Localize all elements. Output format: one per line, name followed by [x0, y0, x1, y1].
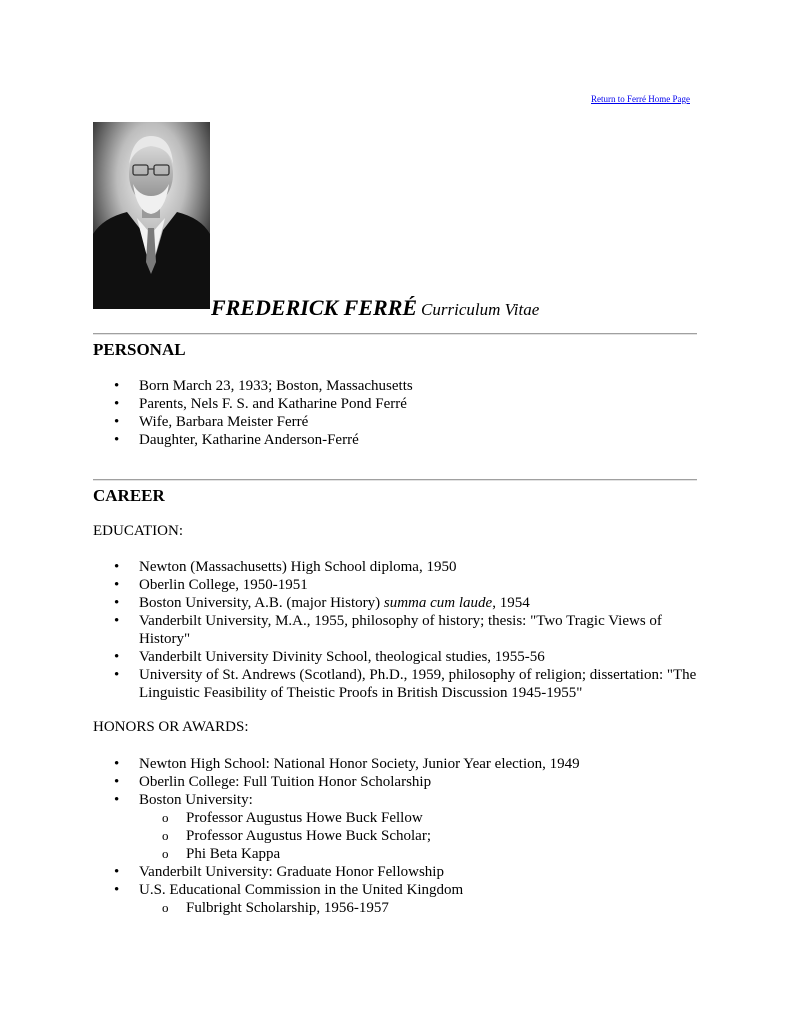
list-item: • Parents, Nels F. S. and Katharine Pond Ferré: [93, 395, 697, 413]
list-item: • Vanderbilt University: Graduate Honor Fellowship: [93, 863, 697, 881]
list-item: • Vanderbilt University Divinity School, theological studies, 1955-56: [93, 648, 697, 666]
personal-list: [93, 377, 697, 449]
divider: [93, 333, 697, 335]
sub-list-item: o Fulbright Scholarship, 1956-1957: [93, 899, 697, 917]
education-list: [93, 558, 697, 702]
personal-heading: PERSONAL: [93, 340, 186, 359]
home-page-link[interactable]: Return to Ferré Home Page: [591, 94, 690, 104]
list-item-text: , 1954: [492, 595, 530, 611]
list-item: • Boston University:: [93, 791, 697, 809]
page-title: [211, 295, 539, 321]
portrait-photo: [93, 122, 210, 309]
list-item: • Wife, Barbara Meister Ferré: [93, 413, 697, 431]
list-item: • Newton High School: National Honor Society, Junior Year election, 1949: [93, 755, 697, 773]
sub-list-item: o Phi Beta Kappa: [93, 845, 697, 863]
list-item-text: Boston University, A.B. (major History): [139, 595, 384, 611]
list-item: [93, 594, 697, 612]
honor-emphasis: summa cum laude: [383, 595, 493, 611]
document-subtitle: Curriculum Vitae: [421, 300, 540, 319]
list-item: • U.S. Educational Commission in the United Kingdom: [93, 881, 697, 899]
honors-list: [93, 755, 697, 917]
list-item: • Oberlin College, 1950-1951: [93, 576, 697, 594]
list-item: • Vanderbilt University, M.A., 1955, philosophy of history; thesis: "Two Tragic Views of History": [93, 612, 697, 648]
honors-label: HONORS OR AWARDS:: [93, 719, 249, 735]
list-item: • University of St. Andrews (Scotland), Ph.D., 1959, philosophy of religion; dissertation: "The Linguistic Feasibility of Theistic Proofs in British Discussion 1945-1955": [93, 666, 697, 702]
list-item: • Newton (Massachusetts) High School diploma, 1950: [93, 558, 697, 576]
career-heading: CAREER: [93, 486, 165, 505]
person-name: FREDERICK FERRÉ: [211, 295, 418, 320]
divider: [93, 479, 697, 481]
list-item: • Daughter, Katharine Anderson-Ferré: [93, 431, 697, 449]
sub-list-item: o Professor Augustus Howe Buck Scholar;: [93, 827, 697, 845]
list-item: • Born March 23, 1933; Boston, Massachusetts: [93, 377, 697, 395]
education-label: EDUCATION:: [93, 523, 183, 539]
sub-list-item: o Professor Augustus Howe Buck Fellow: [93, 809, 697, 827]
list-item: • Oberlin College: Full Tuition Honor Scholarship: [93, 773, 697, 791]
